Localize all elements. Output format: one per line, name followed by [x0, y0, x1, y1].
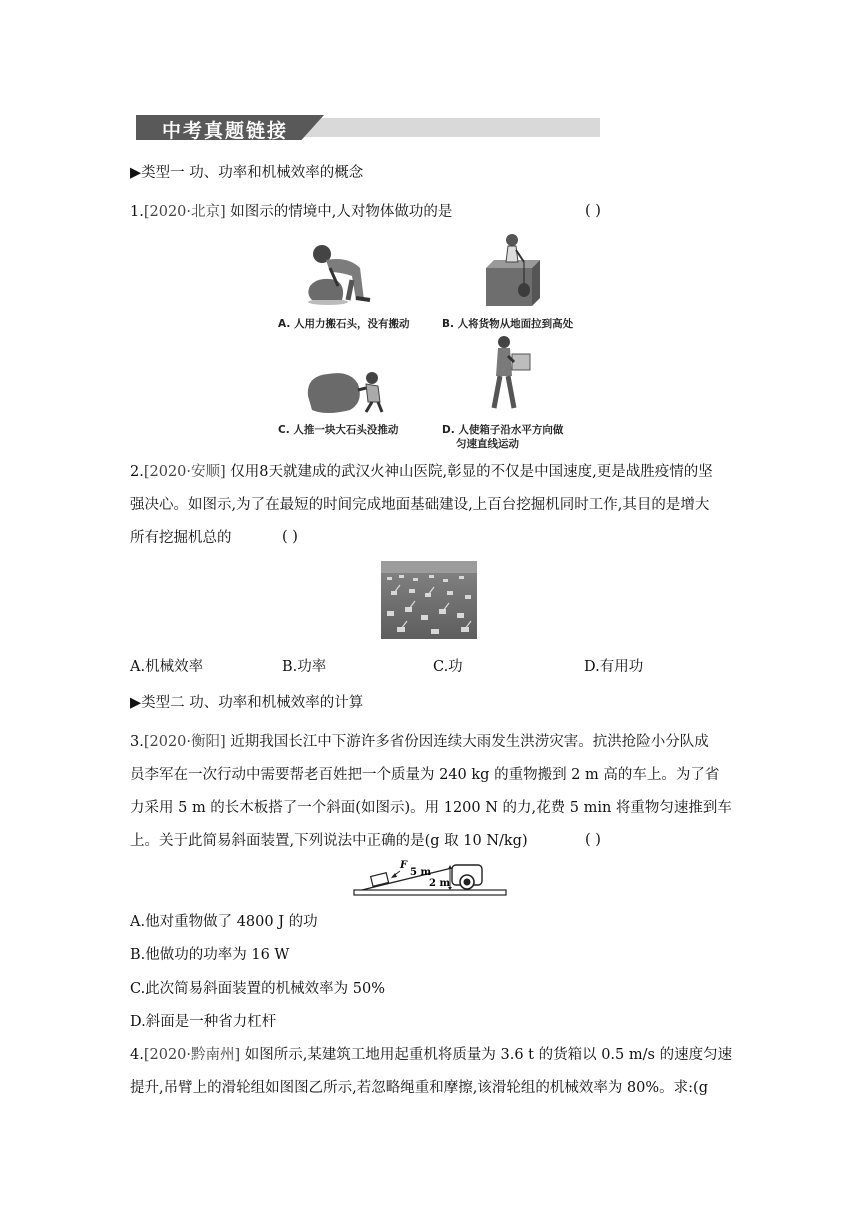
q2-stem-line1	[130, 463, 713, 481]
q1-source: [2020·北京]	[143, 204, 226, 220]
q3-number: 3.	[130, 734, 144, 750]
q4-number: 4.	[130, 1047, 144, 1063]
q3-line4: 上。关于此简易斜面装置,下列说法中正确的是(g 取 10 N/kg)	[130, 833, 528, 849]
q3-option-d: D.斜面是一种省力杠杆	[130, 1014, 277, 1030]
q1-figure-d	[488, 334, 538, 414]
q2-line3: 所有挖掘机总的	[130, 530, 232, 546]
q1-figure-c	[302, 368, 388, 416]
q1-stem	[130, 203, 452, 221]
q1-answer-paren: ( )	[585, 203, 601, 219]
q4-line1: 如图所示,某建筑工地用起重机将质量为 3.6 t 的货箱以 0.5 m/s 的速度匀速	[240, 1047, 733, 1063]
q1-figure-b	[482, 232, 562, 310]
q3-option-a: A.他对重物做了 4800 J 的功	[130, 914, 318, 930]
type1-heading: ▶类型一 功、功率和机械效率的概念	[130, 165, 364, 181]
q2-source: [2020·安顺]	[143, 464, 226, 480]
q2-line1: 仅用8天就建成的武汉火神山医院,彰显的不仅是中国速度,更是战胜疫情的坚	[225, 464, 713, 480]
q3-incline-figure	[352, 857, 510, 897]
q3-length-label: 5 m	[410, 867, 432, 878]
type2-heading: ▶类型二 功、功率和机械效率的计算	[130, 695, 364, 711]
q1-caption-c: C. 人推一块大石头没推动	[278, 424, 399, 436]
q2-number: 2.	[130, 464, 144, 480]
q2-excavator-photo	[381, 561, 477, 639]
q1-caption-b: B. 人将货物从地面拉到高处	[442, 318, 574, 330]
q3-stem-line1	[130, 733, 709, 751]
q4-source: [2020·黔南州]	[143, 1047, 241, 1063]
q4-line2: 提升,吊臂上的滑轮组如图图乙所示,若忽略绳重和摩擦,该滑轮组的机械效率为 80%。求:(g	[130, 1080, 708, 1096]
section-banner	[136, 115, 600, 140]
q3-answer-paren: ( )	[585, 832, 601, 848]
q1-text: 如图示的情境中,人对物体做功的是	[225, 204, 453, 220]
q3-line2: 员李军在一次行动中需要帮老百姓把一个质量为 240 kg 的重物搬到 2 m 高的车上。为了省	[130, 767, 720, 783]
q1-caption-a: A. 人用力搬石头，没有搬动	[278, 318, 410, 330]
q3-option-b: B.他做功的功率为 16 W	[130, 947, 290, 963]
q1-caption-d2: 匀速直线运动	[456, 438, 519, 450]
q3-height-label: 2 m	[429, 878, 451, 889]
q1-caption-d1: D. 人使箱子沿水平方向做	[442, 424, 564, 436]
q3-line3: 力采用 5 m 的长木板搭了一个斜面(如图示)。用 1200 N 的力,花费 5 min 将重物匀速推到车	[130, 800, 732, 816]
q3-option-c: C.此次简易斜面装置的机械效率为 50%	[130, 981, 386, 997]
q3-line1: 近期我国长江中下游许多省份因连续大雨发生洪涝灾害。抗洪抢险小分队成	[225, 734, 709, 750]
q3-force-label: F	[400, 860, 408, 871]
q2-line2: 强决心。如图示,为了在最短的时间完成地面基础建设,上百台挖掘机同时工作,其目的是增大	[130, 497, 710, 513]
q4-stem-line1	[130, 1046, 732, 1064]
q2-option-b: B.功率	[282, 659, 327, 675]
q2-option-d: D.有用功	[584, 659, 644, 675]
banner-title: 中考真题链接	[162, 120, 289, 142]
q1-number: 1.	[130, 204, 144, 220]
q3-source: [2020·衡阳]	[143, 734, 226, 750]
q2-option-c: C.功	[433, 659, 463, 675]
q1-figure-a	[300, 238, 400, 308]
q2-answer-paren: ( )	[282, 529, 298, 545]
q2-option-a: A.机械效率	[130, 659, 204, 675]
